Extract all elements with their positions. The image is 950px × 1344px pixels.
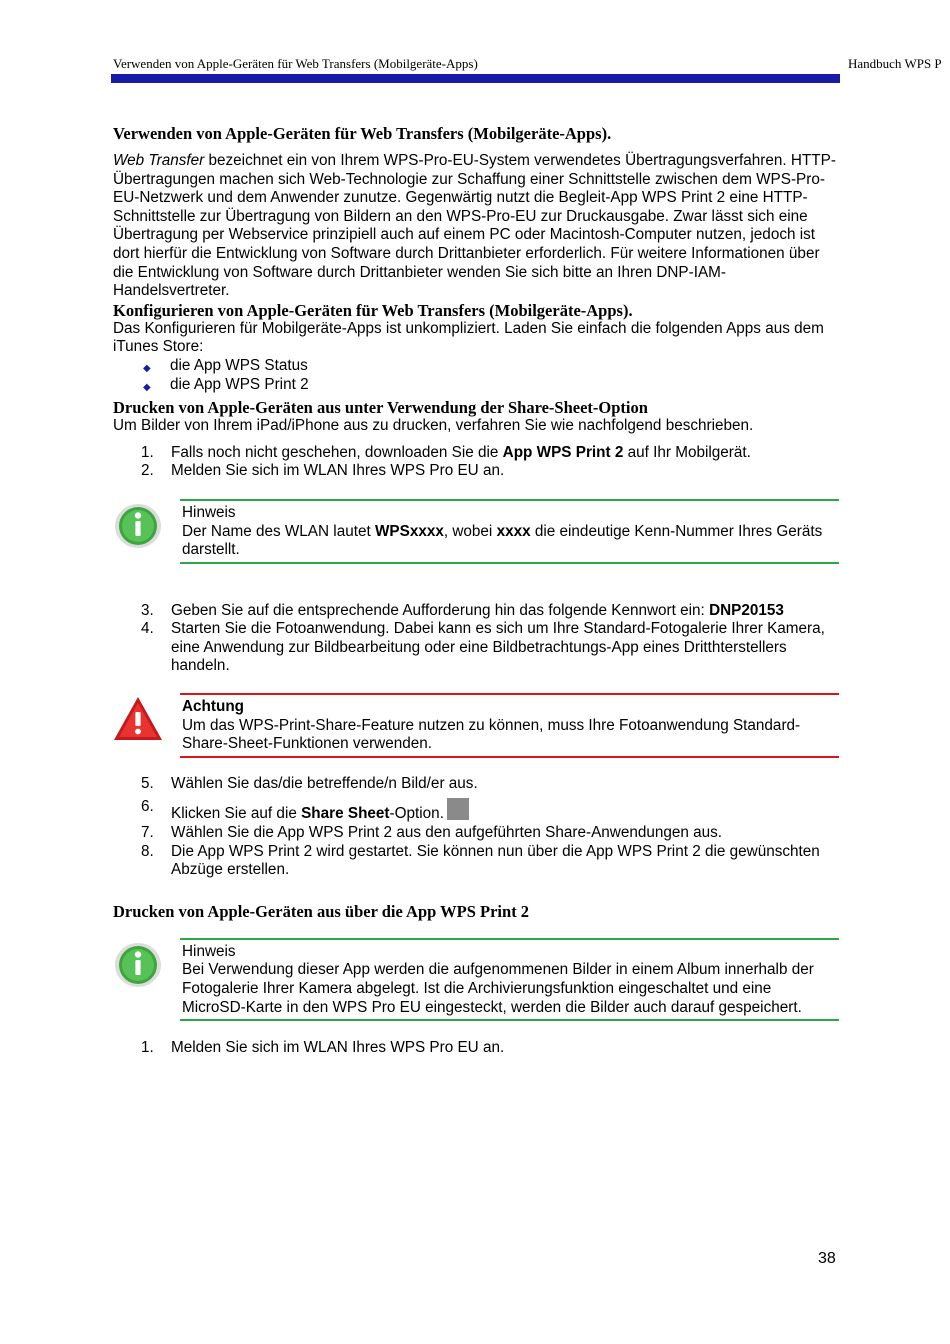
step-item [113,444,839,463]
step-text: Geben Sie auf die entsprechende Aufforderung hin das folgende Kennwort ein: [171,601,710,619]
section-title-share-sheet: Drucken von Apple-Geräten aus unter Verwendung der Share-Sheet-Option [113,398,648,418]
intro-text: bezeichnet ein von Ihrem WPS-Pro-EU-System verwendetes Übertragungsverfahren. HTTP-Übertragungen machen sich Web-Technologie zur Schaffung einer Schnittstelle zwischen dem WPS-Pro-EU-Netzwerk und dem Anwender zunutze. Gegenwärtig nutzt die Begleit-App WPS Print 2 eine HTTP-Schnittstelle zur Übertragung von Bildern an den WPS-Pro-EU zur Druckausgabe. Zwar lässt sich eine Übertragung per Webservice prinzipiell auch auf einem PC oder Macintosh-Computer nutzen, jedoch ist dort hierfür die Entwicklung von Software durch Drittanbieter erforderlich. Für weitere Informationen über die Entwicklung von Software durch Drittanbieter wenden Sie sich bitte an Ihren DNP-IAM-Handelsvertreter. [113,152,836,300]
list-item [143,357,839,376]
intro-emphasis: Web Transfer [113,152,205,169]
step-text: Wählen Sie die App WPS Print 2 aus den aufgeführten Share-Anwendungen aus. [171,824,723,842]
note-label: Hinweis [182,942,236,960]
steps-list-4 [113,1039,839,1058]
step-text: Die App WPS Print 2 wird gestartet. Sie können nun über die App WPS Print 2 die gewünschten Abzüge erstellen. [171,842,820,879]
step-text: -Option. [389,805,444,823]
note-text: die eindeutige Kenn-Nummer Ihres Geräts darstellt. [182,522,823,559]
step-bold: Share Sheet [301,805,390,823]
header-left-title: Verwenden von Apple-Geräten für Web Transfers (Mobilgeräte-Apps) [113,56,478,71]
page-number: 38 [818,1250,836,1267]
list-item [143,376,839,395]
step-text: Starten Sie die Fotoanwendung. Dabei kann es sich um Ihre Standard-Fotogalerie Ihrer Kamera, eine Anwendung zur Bildbearbeitung oder eine Bildbetrachtungs-App eines Dritthterstellers handeln. [171,620,825,675]
step-text: Klicken Sie auf die [171,805,302,823]
info-icon [113,502,163,550]
configure-text: Das Konfigurieren für Mobilgeräte-Apps ist unkompliziert. Laden Sie einfach die folgenden Apps aus dem iTunes Store: [113,319,824,356]
step-number: 6. [141,798,154,816]
app-list [113,357,839,394]
step-bold: App WPS Print 2 [502,443,624,461]
step-item [113,602,839,621]
share-sheet-icon [447,798,469,820]
note-text: , wobei [443,522,497,540]
steps-list-1 [113,444,839,481]
step-item [113,775,839,794]
note-box [180,499,839,564]
step-item [113,620,839,676]
list-item-label: die App WPS Print 2 [170,375,309,393]
section-title-configure: Konfigurieren von Apple-Geräten für Web Transfers (Mobilgeräte-Apps). [113,300,633,320]
share-sheet-intro: Um Bilder von Ihrem iPad/iPhone aus zu drucken, verfahren Sie wie nachfolgend beschrieben. [113,417,754,435]
step-text: Falls noch nicht geschehen, downloaden Sie die [171,443,503,461]
step-text: Melden Sie sich im WLAN Ihres WPS Pro EU an. [171,1039,505,1057]
step-number: 1. [141,443,154,461]
step-text: auf Ihr Mobilgerät. [623,443,751,461]
page-content [113,124,839,1058]
warning-callout [113,693,839,758]
step-item [113,843,839,880]
step-bold: DNP20153 [709,601,784,619]
step-number: 5. [141,774,154,792]
step-item [113,1039,839,1058]
note-callout [113,938,839,1021]
info-icon [113,941,163,989]
header-rule [111,74,840,83]
warning-triangle-icon [113,695,163,743]
step-number: 7. [141,824,154,842]
page-header [113,56,950,76]
steps-list-3 [113,775,839,880]
header-right-title: Handbuch WPS P [848,56,942,71]
step-item [113,824,839,843]
note-label: Hinweis [182,503,236,521]
note-box [180,938,839,1021]
note-text: Der Name des WLAN lautet [182,522,375,540]
list-item-label: die App WPS Status [170,356,308,374]
step-number: 2. [141,462,154,480]
intro-paragraph [113,152,839,301]
step-text: Wählen Sie das/die betreffende/n Bild/er aus. [171,774,478,792]
step-number: 8. [141,842,154,860]
step-number: 4. [141,620,154,638]
warning-label: Achtung [182,698,245,716]
note-bold: WPSxxxx [374,522,444,540]
step-item [113,798,839,824]
section-title-wps-print-app: Drucken von Apple-Geräten aus über die App WPS Print 2 [113,901,530,921]
warning-box [180,693,839,758]
note-text: Bei Verwendung dieser App werden die aufgenommenen Bilder in einem Album innerhalb der Fotogalerie Ihrer Kamera abgelegt. Ist die Archivierungsfunktion eingeschaltet und eine MicroSD-Karte in den WPS Pro EU eingesteckt, werden die Bilder auch darauf gespeichert. [182,961,814,1016]
step-number: 1. [141,1039,154,1057]
step-number: 3. [141,601,154,619]
note-callout [113,499,839,564]
step-text: Melden Sie sich im WLAN Ihres WPS Pro EU an. [171,462,505,480]
section-title-web-transfers: Verwenden von Apple-Geräten für Web Transfers (Mobilgeräte-Apps). [113,124,612,143]
warning-text: Um das WPS-Print-Share-Feature nutzen zu können, muss Ihre Fotoanwendung Standard-Share-Sheet-Funktionen verwenden. [182,716,801,753]
steps-list-2 [113,602,839,676]
bullet-diamond-icon: ◆ [143,381,151,393]
note-bold: xxxx [496,522,531,540]
bullet-diamond-icon: ◆ [143,362,151,374]
step-item [113,462,839,481]
